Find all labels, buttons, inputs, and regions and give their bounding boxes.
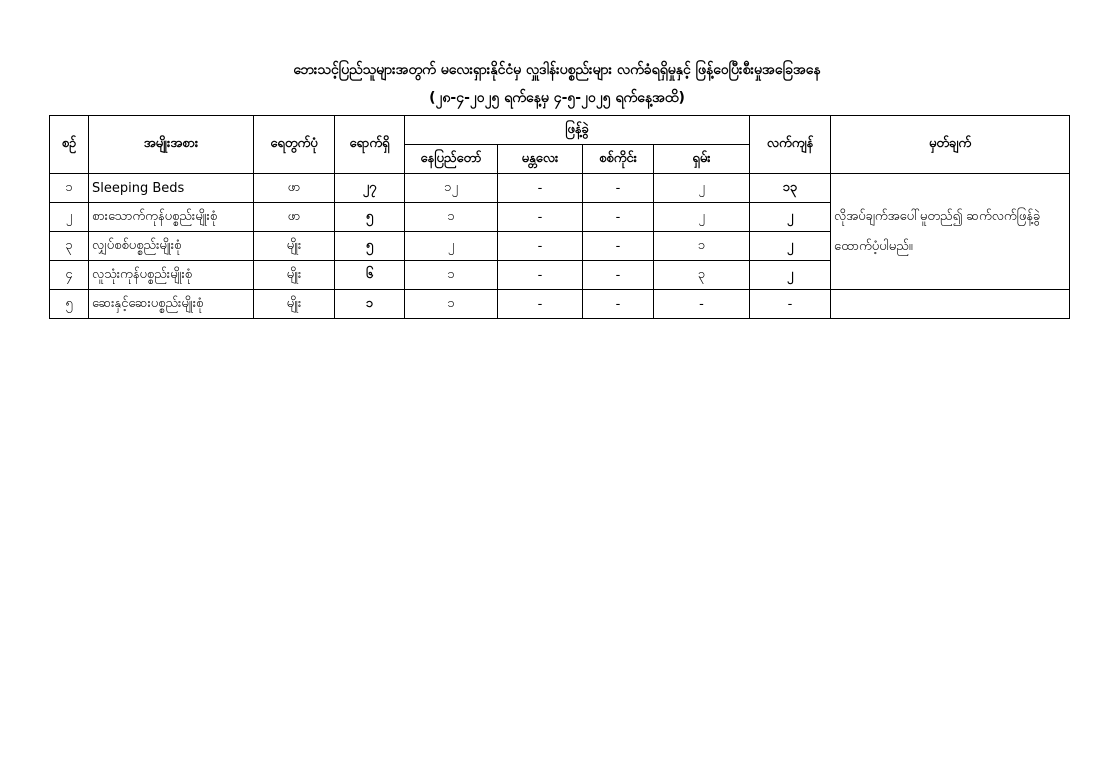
header-mandalay: မန္တလေး: [498, 145, 583, 174]
cell-mandalay: -: [498, 203, 583, 232]
cell-item: စားသောက်ကုန်ပစ္စည်းမျိုးစုံ: [89, 203, 254, 232]
table-row: [50, 174, 1070, 203]
cell-no: ၄: [50, 261, 89, 290]
cell-no: ၅: [50, 290, 89, 319]
cell-shan: ၂: [654, 174, 750, 203]
header-remarks: မှတ်ချက်: [831, 116, 1070, 174]
cell-shan: ၃: [654, 261, 750, 290]
cell-remarks-empty: [831, 290, 1070, 319]
cell-no: ၂: [50, 203, 89, 232]
cell-balance: ၁၃: [750, 174, 831, 203]
cell-shan: ၁: [654, 232, 750, 261]
cell-item: လူသုံးကုန်ပစ္စည်းမျိုးစုံ: [89, 261, 254, 290]
cell-received: ၆: [335, 261, 405, 290]
cell-balance: ၂: [750, 261, 831, 290]
distribution-table: [49, 115, 1070, 319]
cell-received: ၁: [335, 290, 405, 319]
header-item: အမျိုးအစား: [89, 116, 254, 174]
header-no: စဉ်: [50, 116, 89, 174]
cell-balance: ၂: [750, 203, 831, 232]
cell-no: ၁: [50, 174, 89, 203]
cell-balance: -: [750, 290, 831, 319]
cell-item: ဆေးနှင့်ဆေးပစ္စည်းမျိုးစုံ: [89, 290, 254, 319]
cell-naypyitaw: ၁: [405, 290, 498, 319]
date-range: (၂၈-၄-၂၀၂၅ ရက်နေ့မှ ၄-၅-၂၀၂၅ ရက်နေ့အထိ): [429, 90, 685, 106]
cell-remarks: လိုအပ်ချက်အပေါ်မူတည်၍ ဆက်လက်ဖြန့်ခွဲထောက်ပံ့ပါမည်။: [831, 174, 1070, 290]
cell-sagaing: -: [583, 232, 654, 261]
cell-received: ၅: [335, 203, 405, 232]
cell-naypyitaw: ၂: [405, 232, 498, 261]
header-sagaing: စစ်ကိုင်း: [583, 145, 654, 174]
cell-naypyitaw: ၁၂: [405, 174, 498, 203]
cell-unit: ဖာ: [254, 203, 335, 232]
cell-naypyitaw: ၁: [405, 261, 498, 290]
cell-sagaing: -: [583, 261, 654, 290]
table-row: [50, 290, 1070, 319]
cell-no: ၃: [50, 232, 89, 261]
document-title: ဘေးသင့်ပြည်သူများအတွက် မလေးရှားနိုင်ငံမှ လှူဒါန်းပစ္စည်းများ လက်ခံရရှိမှုနှင့် ဖြန့်ဝေပြီးစီးမှုအခြေအနေ: [293, 62, 821, 78]
header-row: [50, 116, 1070, 145]
cell-shan: -: [654, 290, 750, 319]
header-received: ရောက်ရှိ: [335, 116, 405, 174]
header-unit: ရေတွက်ပုံ: [254, 116, 335, 174]
cell-unit: မျိုး: [254, 232, 335, 261]
cell-shan: ၂: [654, 203, 750, 232]
header-balance: လက်ကျန်: [750, 116, 831, 174]
cell-balance: ၂: [750, 232, 831, 261]
cell-unit: မျိုး: [254, 261, 335, 290]
cell-mandalay: -: [498, 290, 583, 319]
cell-item: လျှပ်စစ်ပစ္စည်းမျိုးစုံ: [89, 232, 254, 261]
header-distributed: ဖြန့်ခွဲ: [405, 116, 750, 145]
cell-sagaing: -: [583, 174, 654, 203]
cell-sagaing: -: [583, 203, 654, 232]
cell-mandalay: -: [498, 232, 583, 261]
cell-unit: ဖာ: [254, 174, 335, 203]
cell-received: ၅: [335, 232, 405, 261]
cell-sagaing: -: [583, 290, 654, 319]
cell-mandalay: -: [498, 261, 583, 290]
cell-naypyitaw: ၁: [405, 203, 498, 232]
cell-received: ၂၇: [335, 174, 405, 203]
cell-mandalay: -: [498, 174, 583, 203]
header-shan: ရှမ်း: [654, 145, 750, 174]
cell-unit: မျိုး: [254, 290, 335, 319]
header-naypyitaw: နေပြည်တော်: [405, 145, 498, 174]
cell-item: Sleeping Beds: [89, 174, 254, 203]
